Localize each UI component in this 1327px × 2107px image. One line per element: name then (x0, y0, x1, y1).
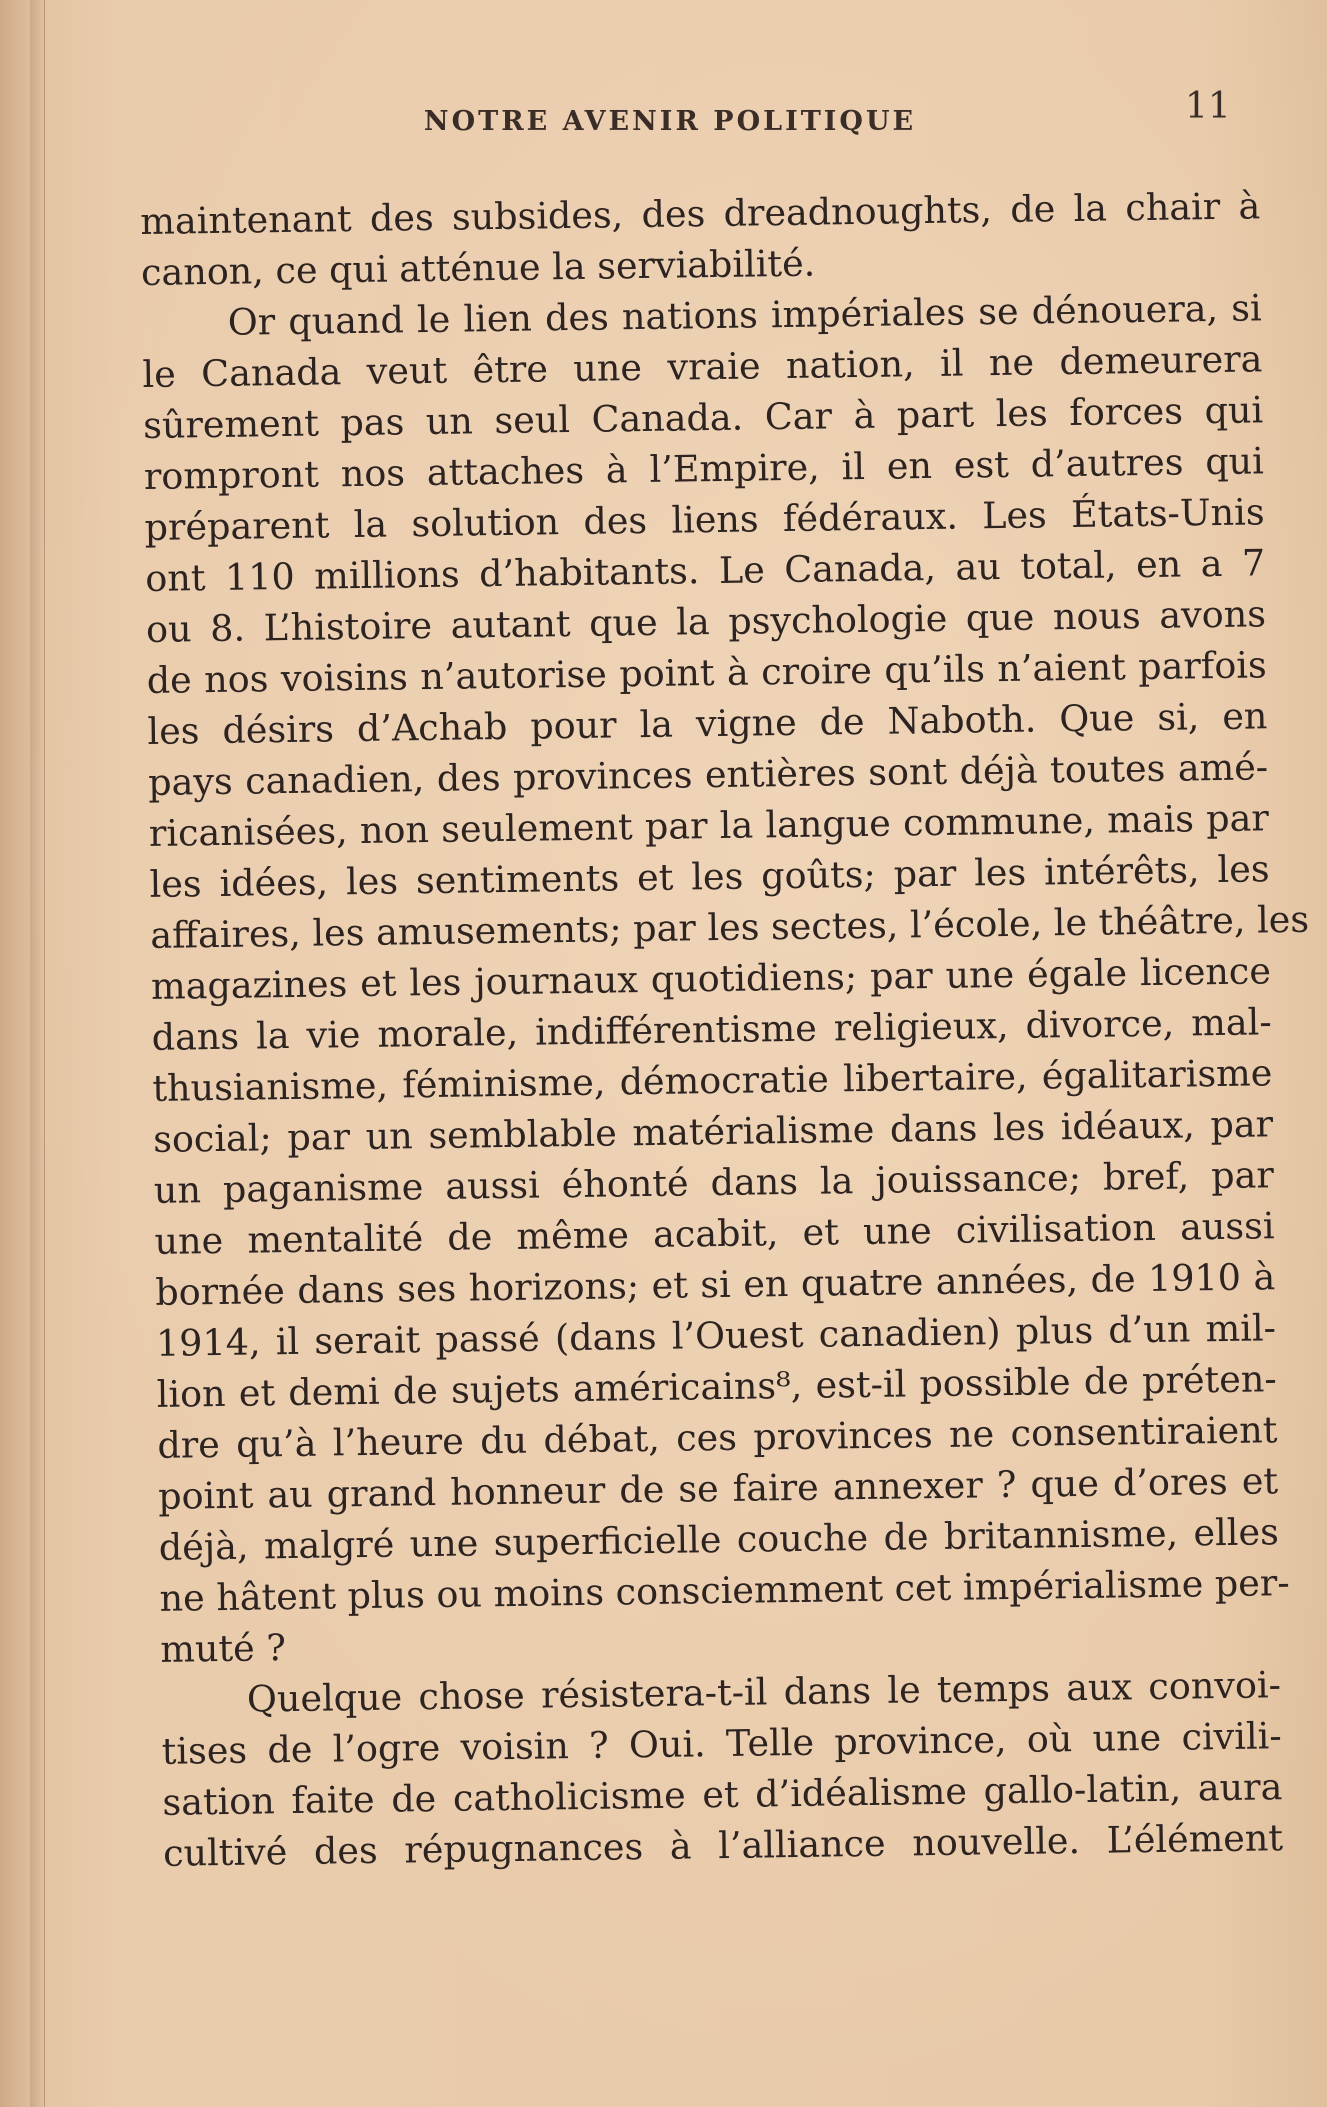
text-line: dre qu’à l’heure du débat, ces provinces ne consentiraient (157, 1408, 1278, 1467)
text-line: le Canada veut être une vraie nation, il ne demeurera (142, 337, 1263, 396)
text-line: lion et demi de sujets américains⁸, est-il possible de préten- (156, 1357, 1277, 1416)
text-line: social; par un semblable matérialisme dans les idéaux, par (152, 1102, 1274, 1161)
text-line: une mentalité de même acabit, et une civilisation aussi (154, 1204, 1275, 1263)
text-line: pays canadien, des provinces entières sont déjà toutes amé- (147, 745, 1269, 804)
text-line: maintenant des subsides, des dreadnoughts, de la chair à (140, 184, 1261, 243)
text-line: canon, ce qui atténue la serviabilité. (140, 241, 816, 294)
text-line: muté ? (159, 1626, 287, 1671)
page-gutter (30, 0, 45, 2107)
text-line: rompront nos attaches à l’Empire, il en est d’autres qui (143, 439, 1265, 498)
text-line: ont 110 millions d’habitants. Le Canada, au total, en a 7 (145, 541, 1266, 600)
text-line: cultivé des répugnances à l’alliance nouvelle. L’élément (162, 1816, 1284, 1875)
text-line: tises de l’ogre voisin ? Oui. Telle province, où une civili- (161, 1714, 1282, 1773)
text-line: bornée dans ses horizons; et si en quatre années, de 1910 à (155, 1255, 1276, 1314)
running-title: NOTRE AVENIR POLITIQUE (423, 106, 917, 137)
text-line: ou 8. L’histoire autant que la psychologie que nous avons (145, 592, 1267, 651)
text-line: préparent la solution des liens fédéraux. Les États-Unis (144, 490, 1265, 549)
page-number: 11 (1185, 86, 1231, 127)
text-line: affaires, les amusements; par les sectes, l’école, le théâtre, les (150, 897, 1310, 957)
text-line: 1914, il serait passé (dans l’Ouest canadien) plus d’un mil- (155, 1306, 1277, 1365)
paragraph-start-line: Or quand le lien des nations impériales se dénouera, si (227, 286, 1262, 344)
text-line: magazines et les journaux quotidiens; par une égale licence (150, 949, 1272, 1008)
text-line: de nos voisins n’autorise point à croire qu’ils n’aient parfois (146, 643, 1267, 702)
text-line: les désirs d’Achab pour la vigne de Naboth. Que si, en (147, 694, 1268, 753)
text-line: les idées, les sentiments et les goûts; par les intérêts, les (149, 847, 1270, 906)
text-line: thusianisme, féminisme, démocratie libertaire, égalitarisme (152, 1051, 1273, 1110)
paragraph-start-line: Quelque chose résistera-t-il dans le temps aux convoi- (246, 1663, 1282, 1721)
text-line: ricanisées, non seulement par la langue commune, mais par (148, 796, 1270, 855)
text-line: sûrement pas un seul Canada. Car à part les forces qui (142, 388, 1264, 447)
text-line: déjà, malgré une superficielle couche de britannisme, elles (158, 1510, 1280, 1569)
body-text (140, 180, 1310, 1878)
text-line: sation faite de catholicisme et d’idéalisme gallo-latin, aura (162, 1765, 1283, 1824)
text-line: dans la vie morale, indifférentisme religieux, divorce, mal- (151, 1000, 1272, 1059)
text-line: ne hâtent plus ou moins consciemment cet impérialisme per- (159, 1561, 1290, 1620)
text-line: un paganisme aussi éhonté dans la jouissance; bref, par (153, 1153, 1275, 1212)
text-line: point au grand honneur de se faire annexer ? que d’ores et (157, 1459, 1279, 1518)
